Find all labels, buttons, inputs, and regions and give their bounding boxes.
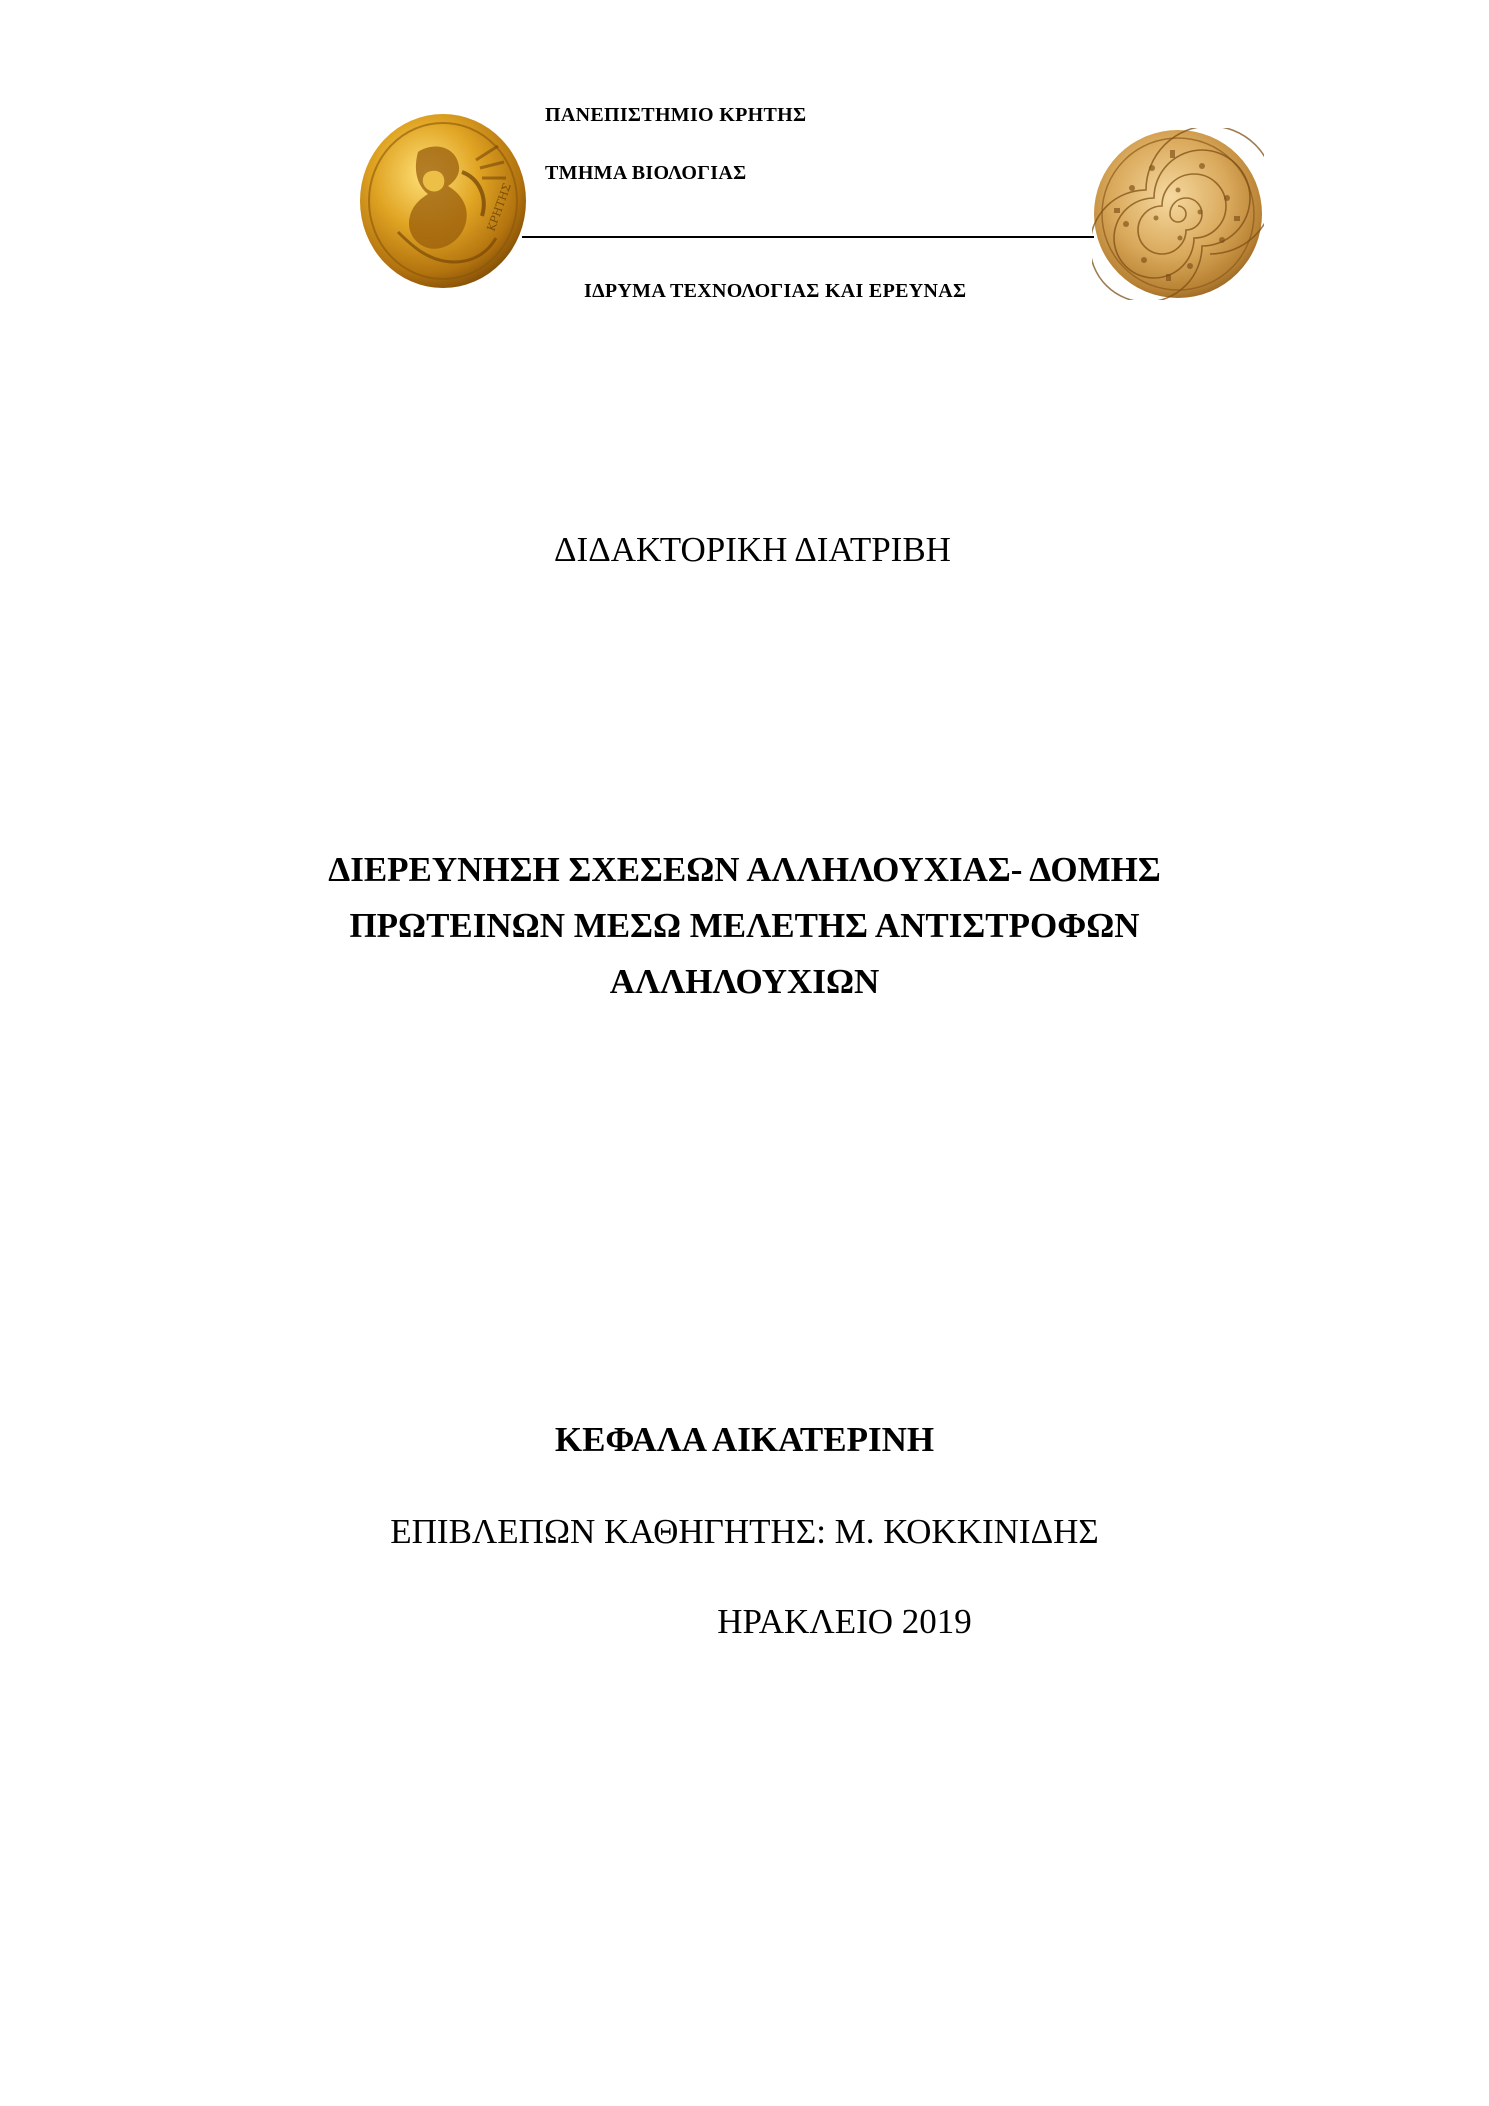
thesis-title-line: ΠΡΩΤΕΙΝΩΝ ΜΕΣΩ ΜΕΛΕΤΗΣ ΑΝΤΙΣΤΡΟΦΩΝ [349, 906, 1140, 945]
institute-name: ΙΔΡΥΜΑ ΤΕΧΝΟΛΟΓΙΑΣ ΚΑΙ ΕΡΕΥΝΑΣ [584, 280, 967, 302]
place-year: ΗΡΑΚΛΕΙΟ 2019 [717, 1602, 972, 1641]
header-divider [522, 236, 1094, 238]
university-name: ΠΑΝΕΠΙΣΤΗΜΙΟ ΚΡΗΤΗΣ [545, 104, 807, 126]
document-type: ΔΙΔΑΚΤΟΡΙΚΗ ΔΙΑΤΡΙΒΗ [554, 530, 951, 569]
thesis-title [0, 842, 1489, 1010]
thesis-title-line: ΑΛΛΗΛΟΥΧΙΩΝ [609, 962, 880, 1001]
author-name: ΚΕΦΑΛΑ ΑΙΚΑΤΕΡΙΝΗ [554, 1420, 935, 1459]
department-name: ΤΜΗΜΑ ΒΙΟΛΟΓΙΑΣ [545, 162, 747, 184]
svg-text:ΚΡΗΤΗΣ: ΚΡΗΤΗΣ [484, 181, 514, 234]
phaistos-disc-icon [1092, 128, 1264, 300]
thesis-title-line: ΔΙΕΡΕΥΝΗΣΗ ΣΧΕΣΕΩΝ ΑΛΛΗΛΟΥΧΙΑΣ- ΔΟΜΗΣ [328, 850, 1161, 889]
supervisor-line: ΕΠΙΒΛΕΠΩΝ ΚΑΘΗΓΗΤΗΣ: Μ. ΚΟΚΚΙΝΙΔΗΣ [390, 1512, 1099, 1551]
university-seal-icon [358, 112, 528, 290]
